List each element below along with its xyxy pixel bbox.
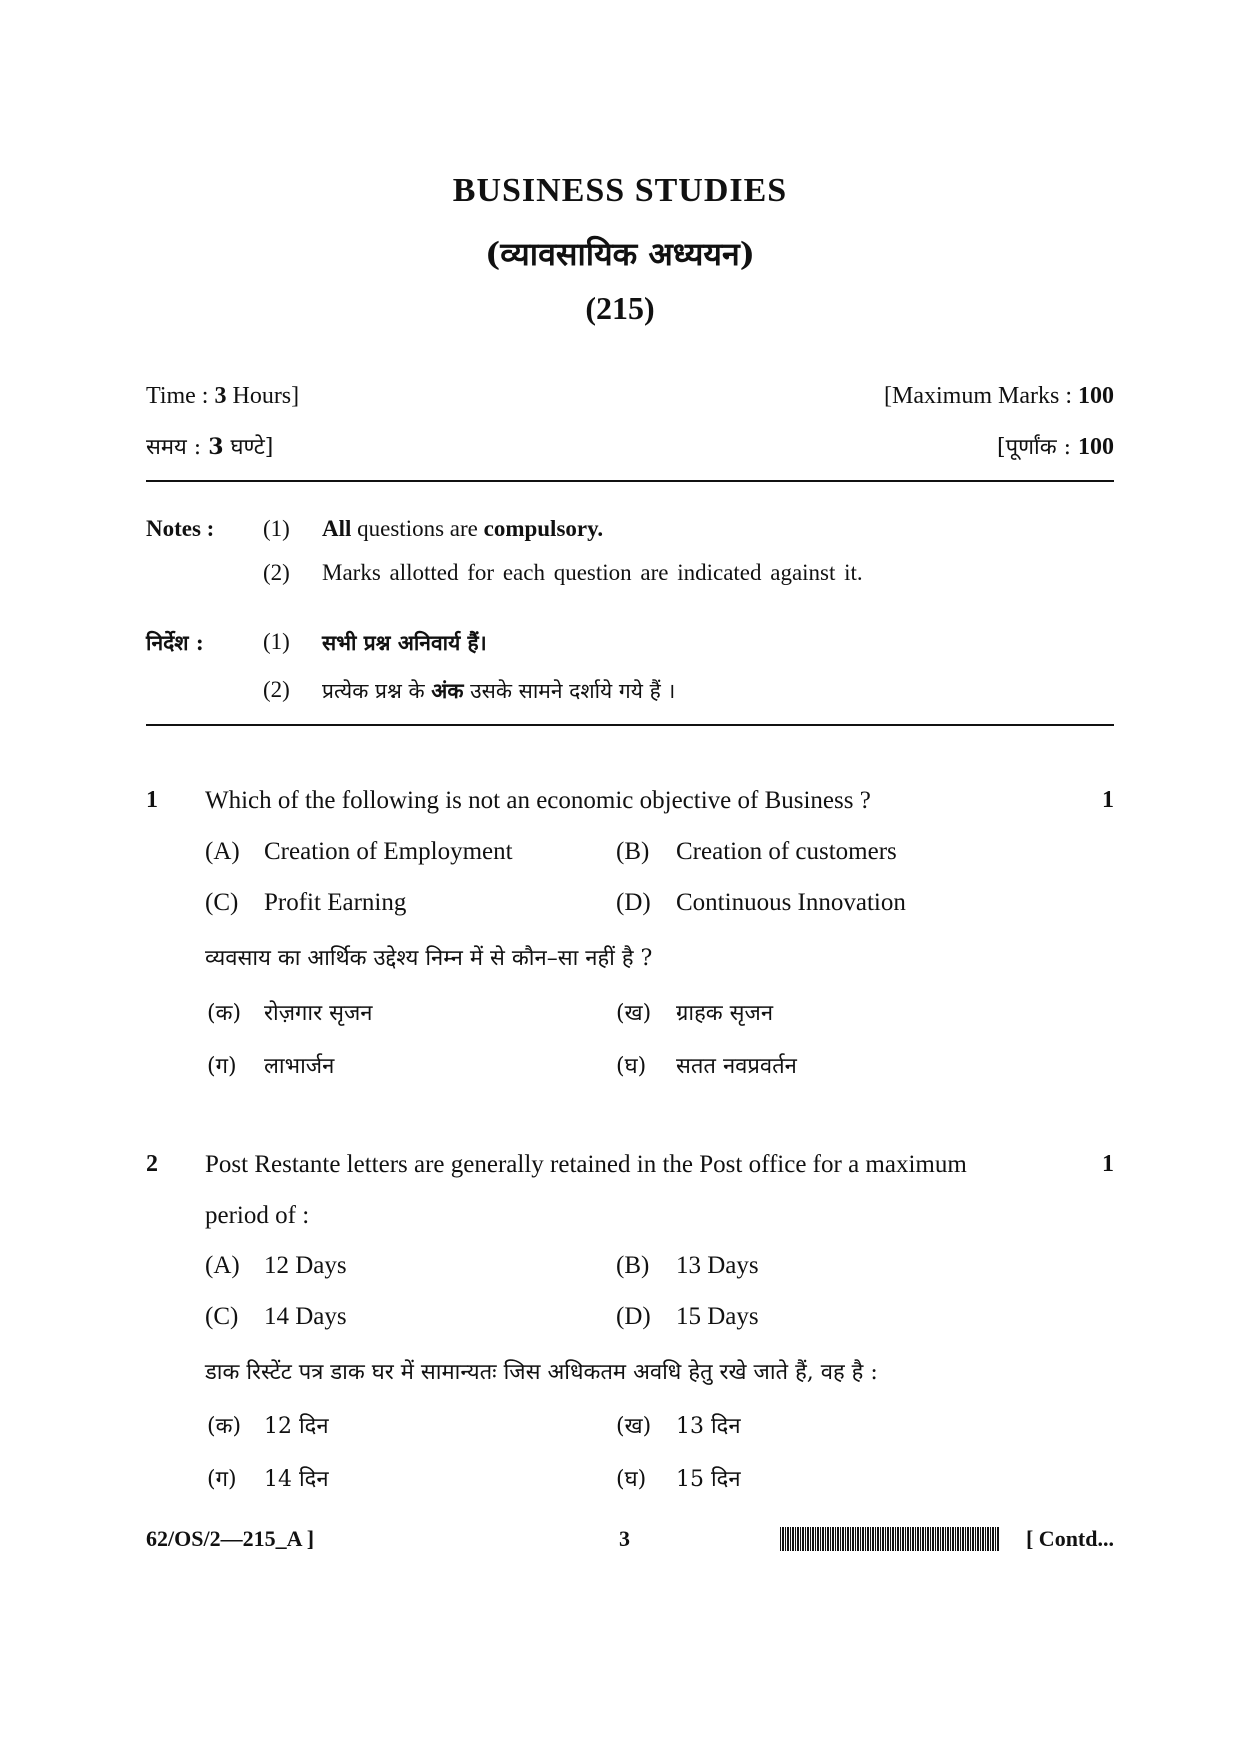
option-text: Creation of Employment (264, 838, 513, 865)
notes-label: Notes : (146, 516, 215, 541)
option-label: (ख) (616, 1414, 652, 1439)
question-text: Post Restante letters are generally retained in the Post office for a maximum (205, 1151, 967, 1178)
page-number: 3 (619, 1526, 630, 1551)
option-text: 14 Days (264, 1303, 347, 1330)
option-label: (C) (205, 889, 239, 916)
option-text-hindi: 14 दिन (264, 1467, 329, 1492)
option-label: (घ) (616, 1467, 647, 1492)
option-label: (ग) (207, 1054, 237, 1079)
option-label: (ग) (207, 1467, 237, 1492)
option-text-hindi: ग्राहक सृजन (676, 1001, 774, 1026)
note-text-hindi: सभी प्रश्न अनिवार्य हैं। (322, 630, 487, 655)
barcode (780, 1527, 1000, 1551)
notes-label-hindi: निर्देश : (146, 630, 204, 655)
question-text-continued: period of : (205, 1202, 310, 1229)
option-text-hindi: 12 दिन (264, 1414, 329, 1439)
note-number: (2) (263, 677, 290, 702)
option-label: (B) (616, 1252, 650, 1279)
footer-contd: [ Contd... (1025, 1526, 1114, 1551)
divider-notes (146, 724, 1114, 726)
option-text-hindi: रोज़गार सृजन (264, 1001, 373, 1026)
time-info: Time : 3 Hours] (146, 383, 300, 409)
question-text-hindi: व्यवसाय का आर्थिक उद्देश्य निम्न में से कौन–सा नहीं है ? (205, 946, 653, 971)
option-text: Continuous Innovation (676, 889, 906, 916)
footer-paper-code: 62/OS/2—215_A ] (146, 1526, 315, 1551)
note-text: Marks allotted for each question are indicated against it. (322, 560, 863, 585)
option-text-hindi: 13 दिन (676, 1414, 741, 1439)
note-number: (1) (263, 629, 290, 654)
question-number: 1 (146, 787, 158, 813)
option-label: (C) (205, 1303, 239, 1330)
option-text-hindi: लाभार्जन (264, 1054, 335, 1079)
note-number: (2) (263, 560, 290, 585)
option-text: Creation of customers (676, 838, 897, 865)
question-text-hindi: डाक रिस्टेंट पत्र डाक घर में सामान्यतः जिस अधिकतम अवधि हेतु रखे जाते हैं, वह है : (205, 1360, 878, 1385)
option-label: (A) (205, 838, 240, 865)
option-label: (क) (207, 1001, 242, 1026)
option-label: (ख) (616, 1001, 652, 1026)
note-number: (1) (263, 516, 290, 541)
question-number: 2 (146, 1151, 158, 1177)
option-text-hindi: सतत नवप्रवर्तन (676, 1054, 797, 1079)
max-marks-info: [Maximum Marks : 100 (884, 383, 1114, 409)
note-text: All questions are compulsory. (322, 516, 604, 541)
option-text: Profit Earning (264, 889, 407, 916)
divider-top (146, 480, 1114, 482)
max-marks-info-hindi: [पूर्णांक : 100 (997, 434, 1114, 460)
option-label: (घ) (616, 1054, 647, 1079)
question-marks: 1 (1102, 1151, 1114, 1177)
paper-title: BUSINESS STUDIES (452, 172, 788, 209)
paper-title-hindi: (व्यावसायिक अध्ययन) (485, 235, 755, 273)
paper-code: (215) (585, 290, 655, 326)
option-label: (A) (205, 1252, 240, 1279)
time-info-hindi: समय : 3 घण्टे] (146, 434, 274, 460)
option-text: 12 Days (264, 1252, 347, 1279)
option-label: (D) (616, 889, 651, 916)
note-text-hindi: प्रत्येक प्रश्न के अंक उसके सामने दर्शाये गये हैं । (322, 678, 676, 703)
question-text: Which of the following is not an economic objective of Business ? (205, 787, 871, 814)
option-label: (क) (207, 1414, 242, 1439)
question-marks: 1 (1102, 787, 1114, 813)
option-text-hindi: 15 दिन (676, 1467, 741, 1492)
option-label: (D) (616, 1303, 651, 1330)
option-text: 15 Days (676, 1303, 759, 1330)
option-text: 13 Days (676, 1252, 759, 1279)
option-label: (B) (616, 838, 650, 865)
